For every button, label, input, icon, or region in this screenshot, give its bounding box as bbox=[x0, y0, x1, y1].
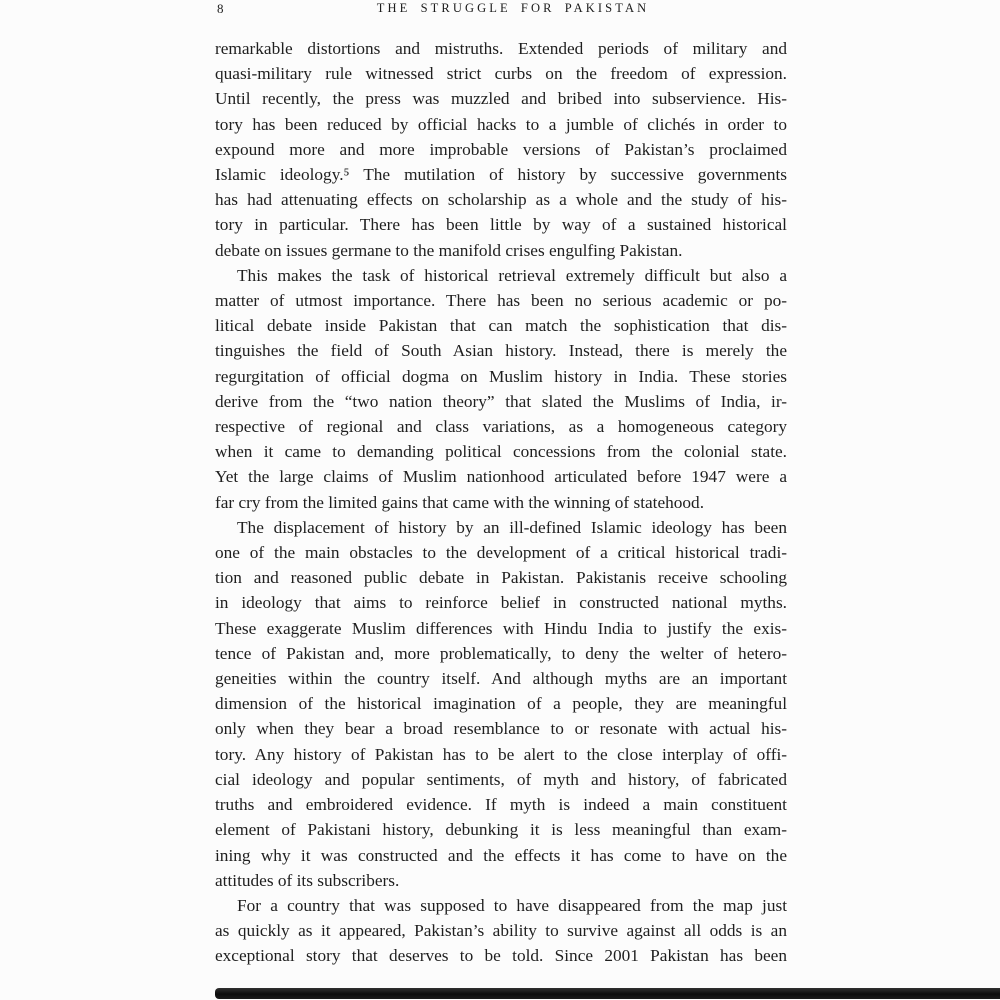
text-line: tory. Any history of Pakistan has to be alert to the close interplay of offi- bbox=[215, 744, 787, 764]
text-line: Yet the large claims of Muslim nationhood articulated before 1947 were a bbox=[215, 467, 787, 487]
page-edge-shadow bbox=[215, 988, 1000, 999]
text-line: matter of utmost importance. There has been no serious academic or po- bbox=[215, 291, 787, 311]
text-line: truths and embroidered evidence. If myth is indeed a main constituent bbox=[215, 795, 787, 815]
text-line: tory in particular. There has been little by way of a sustained historical bbox=[215, 215, 787, 235]
page-number: 8 bbox=[217, 1, 224, 16]
text-line: exceptional story that deserves to be told. Since 2001 Pakistan has been bbox=[215, 946, 787, 966]
text-line: Until recently, the press was muzzled and bribed into subservience. His- bbox=[215, 89, 787, 109]
text-line: dimension of the historical imagination of a people, they are meaningful bbox=[215, 694, 787, 714]
text-line: This makes the task of historical retrieval extremely difficult but also a bbox=[237, 265, 787, 285]
text-line: respective of regional and class variations, as a homogeneous category bbox=[215, 417, 787, 437]
text-line: tinguishes the field of South Asian history. Instead, there is merely the bbox=[215, 341, 787, 361]
text-line: element of Pakistani history, debunking it is less meaningful than exam- bbox=[215, 820, 787, 840]
text-line: ining why it was constructed and the effects it has come to have on the bbox=[215, 845, 787, 865]
text-line: as quickly as it appeared, Pakistan’s ability to survive against all odds is an bbox=[215, 921, 787, 941]
text-line: derive from the “two nation theory” that slated the Muslims of India, ir- bbox=[215, 391, 787, 411]
text-line: tory has been reduced by official hacks to a jumble of clichés in order to bbox=[215, 114, 787, 134]
text-line: remarkable distortions and mistruths. Extended periods of military and bbox=[215, 39, 787, 58]
text-line: These exaggerate Muslim differences with Hindu India to justify the exis- bbox=[215, 618, 787, 638]
text-line: litical debate inside Pakistan that can match the sophistication that dis- bbox=[215, 316, 787, 336]
text-line: Islamic ideology.⁵ The mutilation of history by successive governments bbox=[215, 165, 787, 185]
text-line: far cry from the limited gains that came with the winning of statehood. bbox=[215, 492, 705, 512]
text-line: tence of Pakistan and, more problematically, to deny the welter of hetero- bbox=[215, 643, 787, 663]
text-line: in ideology that aims to reinforce belief in constructed national myths. bbox=[215, 593, 787, 613]
running-title: THE STRUGGLE FOR PAKISTAN bbox=[376, 1, 650, 15]
text-line: expound more and more improbable versions of Pakistan’s proclaimed bbox=[215, 139, 787, 159]
text-line: tion and reasoned public debate in Pakistan. Pakistanis receive schooling bbox=[215, 568, 787, 588]
text-line: geneities within the country itself. And although myths are an important bbox=[215, 669, 787, 689]
text-line: only when they bear a broad resemblance to or resonate with actual his- bbox=[215, 719, 787, 739]
text-line: regurgitation of official dogma on Muslim history in India. These stories bbox=[215, 366, 787, 386]
text-line: The displacement of history by an ill-defined Islamic ideology has been bbox=[237, 517, 787, 537]
text-line: debate on issues germane to the manifold crises engulfing Pakistan. bbox=[215, 240, 683, 260]
text-line: one of the main obstacles to the development of a critical historical tradi- bbox=[215, 543, 787, 563]
text-line: cial ideology and popular sentiments, of myth and history, of fabricated bbox=[215, 769, 787, 789]
text-block bbox=[215, 36, 787, 969]
text-line: For a country that was supposed to have disappeared from the map just bbox=[237, 895, 787, 915]
text-line: has had attenuating effects on scholarship as a whole and the study of his- bbox=[215, 190, 787, 210]
running-header bbox=[215, 1, 787, 19]
text-line: quasi-military rule witnessed strict curbs on the freedom of expression. bbox=[215, 64, 787, 84]
text-line: when it came to demanding political concessions from the colonial state. bbox=[215, 442, 787, 462]
text-line: attitudes of its subscribers. bbox=[215, 870, 400, 890]
